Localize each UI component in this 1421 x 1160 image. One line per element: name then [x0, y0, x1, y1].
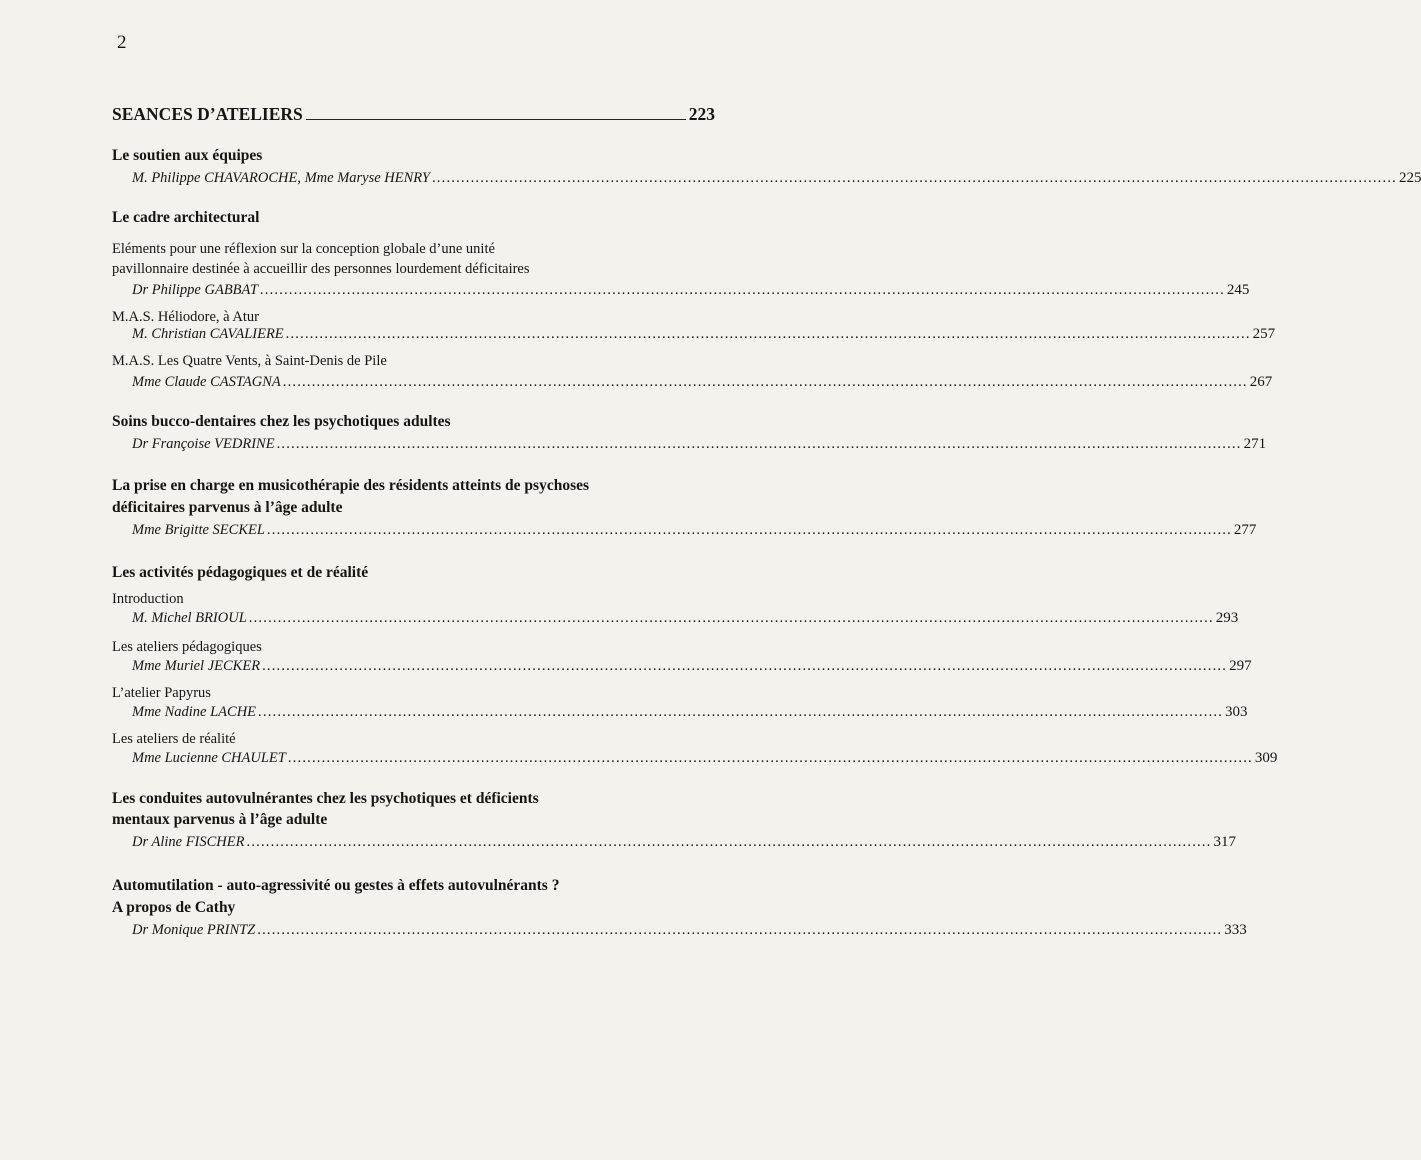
- toc-entry: [112, 519, 1257, 541]
- toc-heading: La prise en charge en musicothérapie des résidents atteints de psychoses: [112, 477, 590, 494]
- toc-subtitle: M.A.S. Les Quatre Vents, à Saint-Denis de Pile: [112, 353, 387, 369]
- toc-leader-dots: ........................................................................................................................................................................................................: [285, 326, 1251, 342]
- toc-leader-dots: ........................................................................................................................................................................................................: [287, 750, 1253, 766]
- toc-leader-dots: ........................................................................................................................................................................................................: [431, 170, 1397, 186]
- toc-heading: déficitaires parvenus à l’âge adulte: [112, 499, 343, 516]
- toc-entry-author: Mme Brigitte SECKEL: [132, 522, 265, 538]
- toc-entry-page: 309: [1254, 750, 1278, 766]
- toc-entry-author: Mme Claude CASTAGNA: [132, 374, 281, 390]
- toc-leader-dots: ........................................................................................................................................................................................................: [248, 610, 1214, 626]
- toc-entry-author: Mme Nadine LACHE: [132, 704, 257, 720]
- toc-leader-dots: ........................................................................................................................................................................................................: [258, 704, 1224, 720]
- toc-entry: [112, 655, 1252, 677]
- toc-entry-author: M. Philippe CHAVAROCHE, Mme Maryse HENRY: [132, 170, 430, 186]
- toc-entry-page: 297: [1229, 658, 1252, 674]
- toc-entry-author: M. Michel BRIOUL: [132, 610, 247, 626]
- toc-leader-dots: ........................................................................................................................................................................................................: [246, 834, 1212, 850]
- toc-leader-dots: ........................................................................................................................................................................................................: [259, 282, 1225, 298]
- toc-leader-dots: ........................................................................................................................................................................................................: [262, 658, 1228, 674]
- toc-entry: [112, 607, 1239, 629]
- toc-subtitle: M.A.S. Héliodore, à Atur: [112, 309, 259, 325]
- toc-heading: Les activités pédagogiques et de réalité: [112, 564, 369, 581]
- toc-leader-dots: ........................................................................................................................................................................................................: [276, 436, 1242, 452]
- section-page: 223: [688, 104, 715, 124]
- toc-entry-page: 225: [1398, 170, 1421, 186]
- toc-heading: A propos de Cathy: [112, 899, 236, 916]
- toc-subtitle: Introduction: [112, 591, 184, 607]
- toc-heading: Soins bucco-dentaires chez les psychotiques adultes: [112, 413, 451, 430]
- toc-entry-page: 333: [1224, 922, 1247, 938]
- toc-entry: [112, 831, 1236, 853]
- toc-entry-author: Dr Françoise VEDRINE: [132, 436, 275, 452]
- toc-entry-page: 245: [1226, 282, 1250, 298]
- page-number: 2: [117, 32, 127, 53]
- toc-entry-author: Mme Muriel JECKER: [132, 658, 261, 674]
- toc-leader-dots: ........................................................................................................................................................................................................: [282, 374, 1248, 390]
- toc-entry-author: Mme Lucienne CHAULET: [132, 750, 286, 766]
- toc-entry-page: 257: [1252, 326, 1276, 342]
- toc-subtitle: L’atelier Papyrus: [112, 685, 211, 701]
- toc-entry: [112, 919, 1247, 941]
- toc-entry-page: 267: [1249, 374, 1273, 390]
- toc-entry: [112, 371, 1273, 393]
- toc-heading: mentaux parvenus à l’âge adulte: [112, 811, 328, 828]
- toc-subtitle: Eléments pour une réflexion sur la conception globale d’une unité: [112, 241, 495, 257]
- toc-leader-dots: ........................................................................................................................................................................................................: [257, 922, 1223, 938]
- toc-heading: Le soutien aux équipes: [112, 147, 263, 164]
- toc-entry-author: Dr Monique PRINTZ: [132, 922, 256, 938]
- toc-entry: [112, 323, 1276, 345]
- toc-entry: [112, 701, 1248, 723]
- section-rule: [306, 107, 686, 120]
- toc-entry: [112, 433, 1267, 455]
- toc-entry: [112, 167, 1421, 189]
- toc-heading: Le cadre architectural: [112, 209, 260, 226]
- toc-subtitle: pavillonnaire destinée à accueillir des personnes lourdement déficitaires: [112, 261, 530, 277]
- toc-subtitle: Les ateliers de réalité: [112, 731, 236, 747]
- toc-heading: Les conduites autovulnérantes chez les psychotiques et déficients: [112, 790, 539, 807]
- toc-entry: [112, 279, 1250, 301]
- toc-entry-page: 271: [1243, 436, 1267, 452]
- toc-entry-page: 293: [1215, 610, 1239, 626]
- toc-entry-author: Dr Philippe GABBAT: [132, 282, 258, 298]
- toc-entry-page: 317: [1213, 834, 1236, 850]
- section-header: [112, 104, 715, 125]
- toc-subtitle: Les ateliers pédagogiques: [112, 639, 262, 655]
- toc-heading: Automutilation - auto-agressivité ou gestes à effets autovulnérants ?: [112, 877, 560, 894]
- section-title: SEANCES D’ATELIERS: [112, 104, 303, 124]
- toc-entry-page: 303: [1225, 704, 1248, 720]
- toc-entry: [112, 747, 1278, 769]
- toc-entry-author: Dr Aline FISCHER: [132, 834, 245, 850]
- toc-entry-author: M. Christian CAVALIERE: [132, 326, 284, 342]
- toc-leader-dots: ........................................................................................................................................................................................................: [266, 522, 1232, 538]
- toc-entry-page: 277: [1233, 522, 1257, 538]
